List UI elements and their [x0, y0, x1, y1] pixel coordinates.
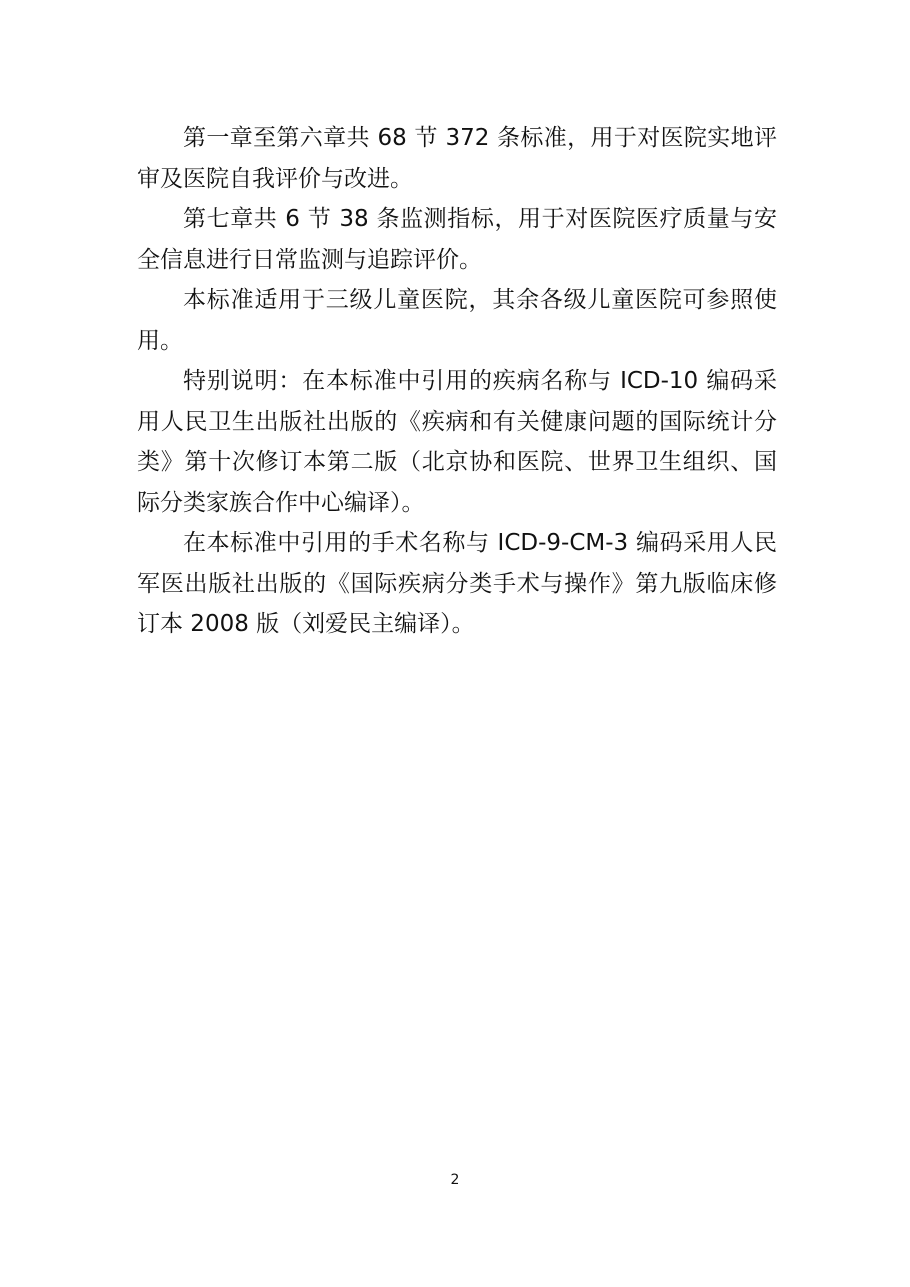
paragraph-applicability: 本标准适用于三级儿童医院，其余各级儿童医院可参照使用。 [137, 287, 777, 354]
paragraph-monitoring-indicators: 第七章共 6 节 38 条监测指标，用于对医院医疗质量与安全信息进行日常监测与追踪评价。 [137, 206, 777, 273]
document-body [137, 118, 777, 645]
paragraph-scope-chapters: 第一章至第六章共 68 节 372 条标准，用于对医院实地评审及医院自我评价与改进。 [137, 125, 777, 192]
page-number: 2 [450, 1172, 460, 1188]
paragraph-icd9-note: 在本标准中引用的手术名称与 ICD-9-CM-3 编码采用人民军医出版社出版的《国际疾病分类手术与操作》第九版临床修订本 2008 版（刘爱民主编译）。 [137, 530, 777, 637]
paragraph-icd10-note: 特别说明：在本标准中引用的疾病名称与 ICD-10 编码采用人民卫生出版社出版的《疾病和有关健康问题的国际统计分类》第十次修订本第二版（北京协和医院、世界卫生组织、国际分类家族合作中心编译）。 [137, 368, 777, 516]
